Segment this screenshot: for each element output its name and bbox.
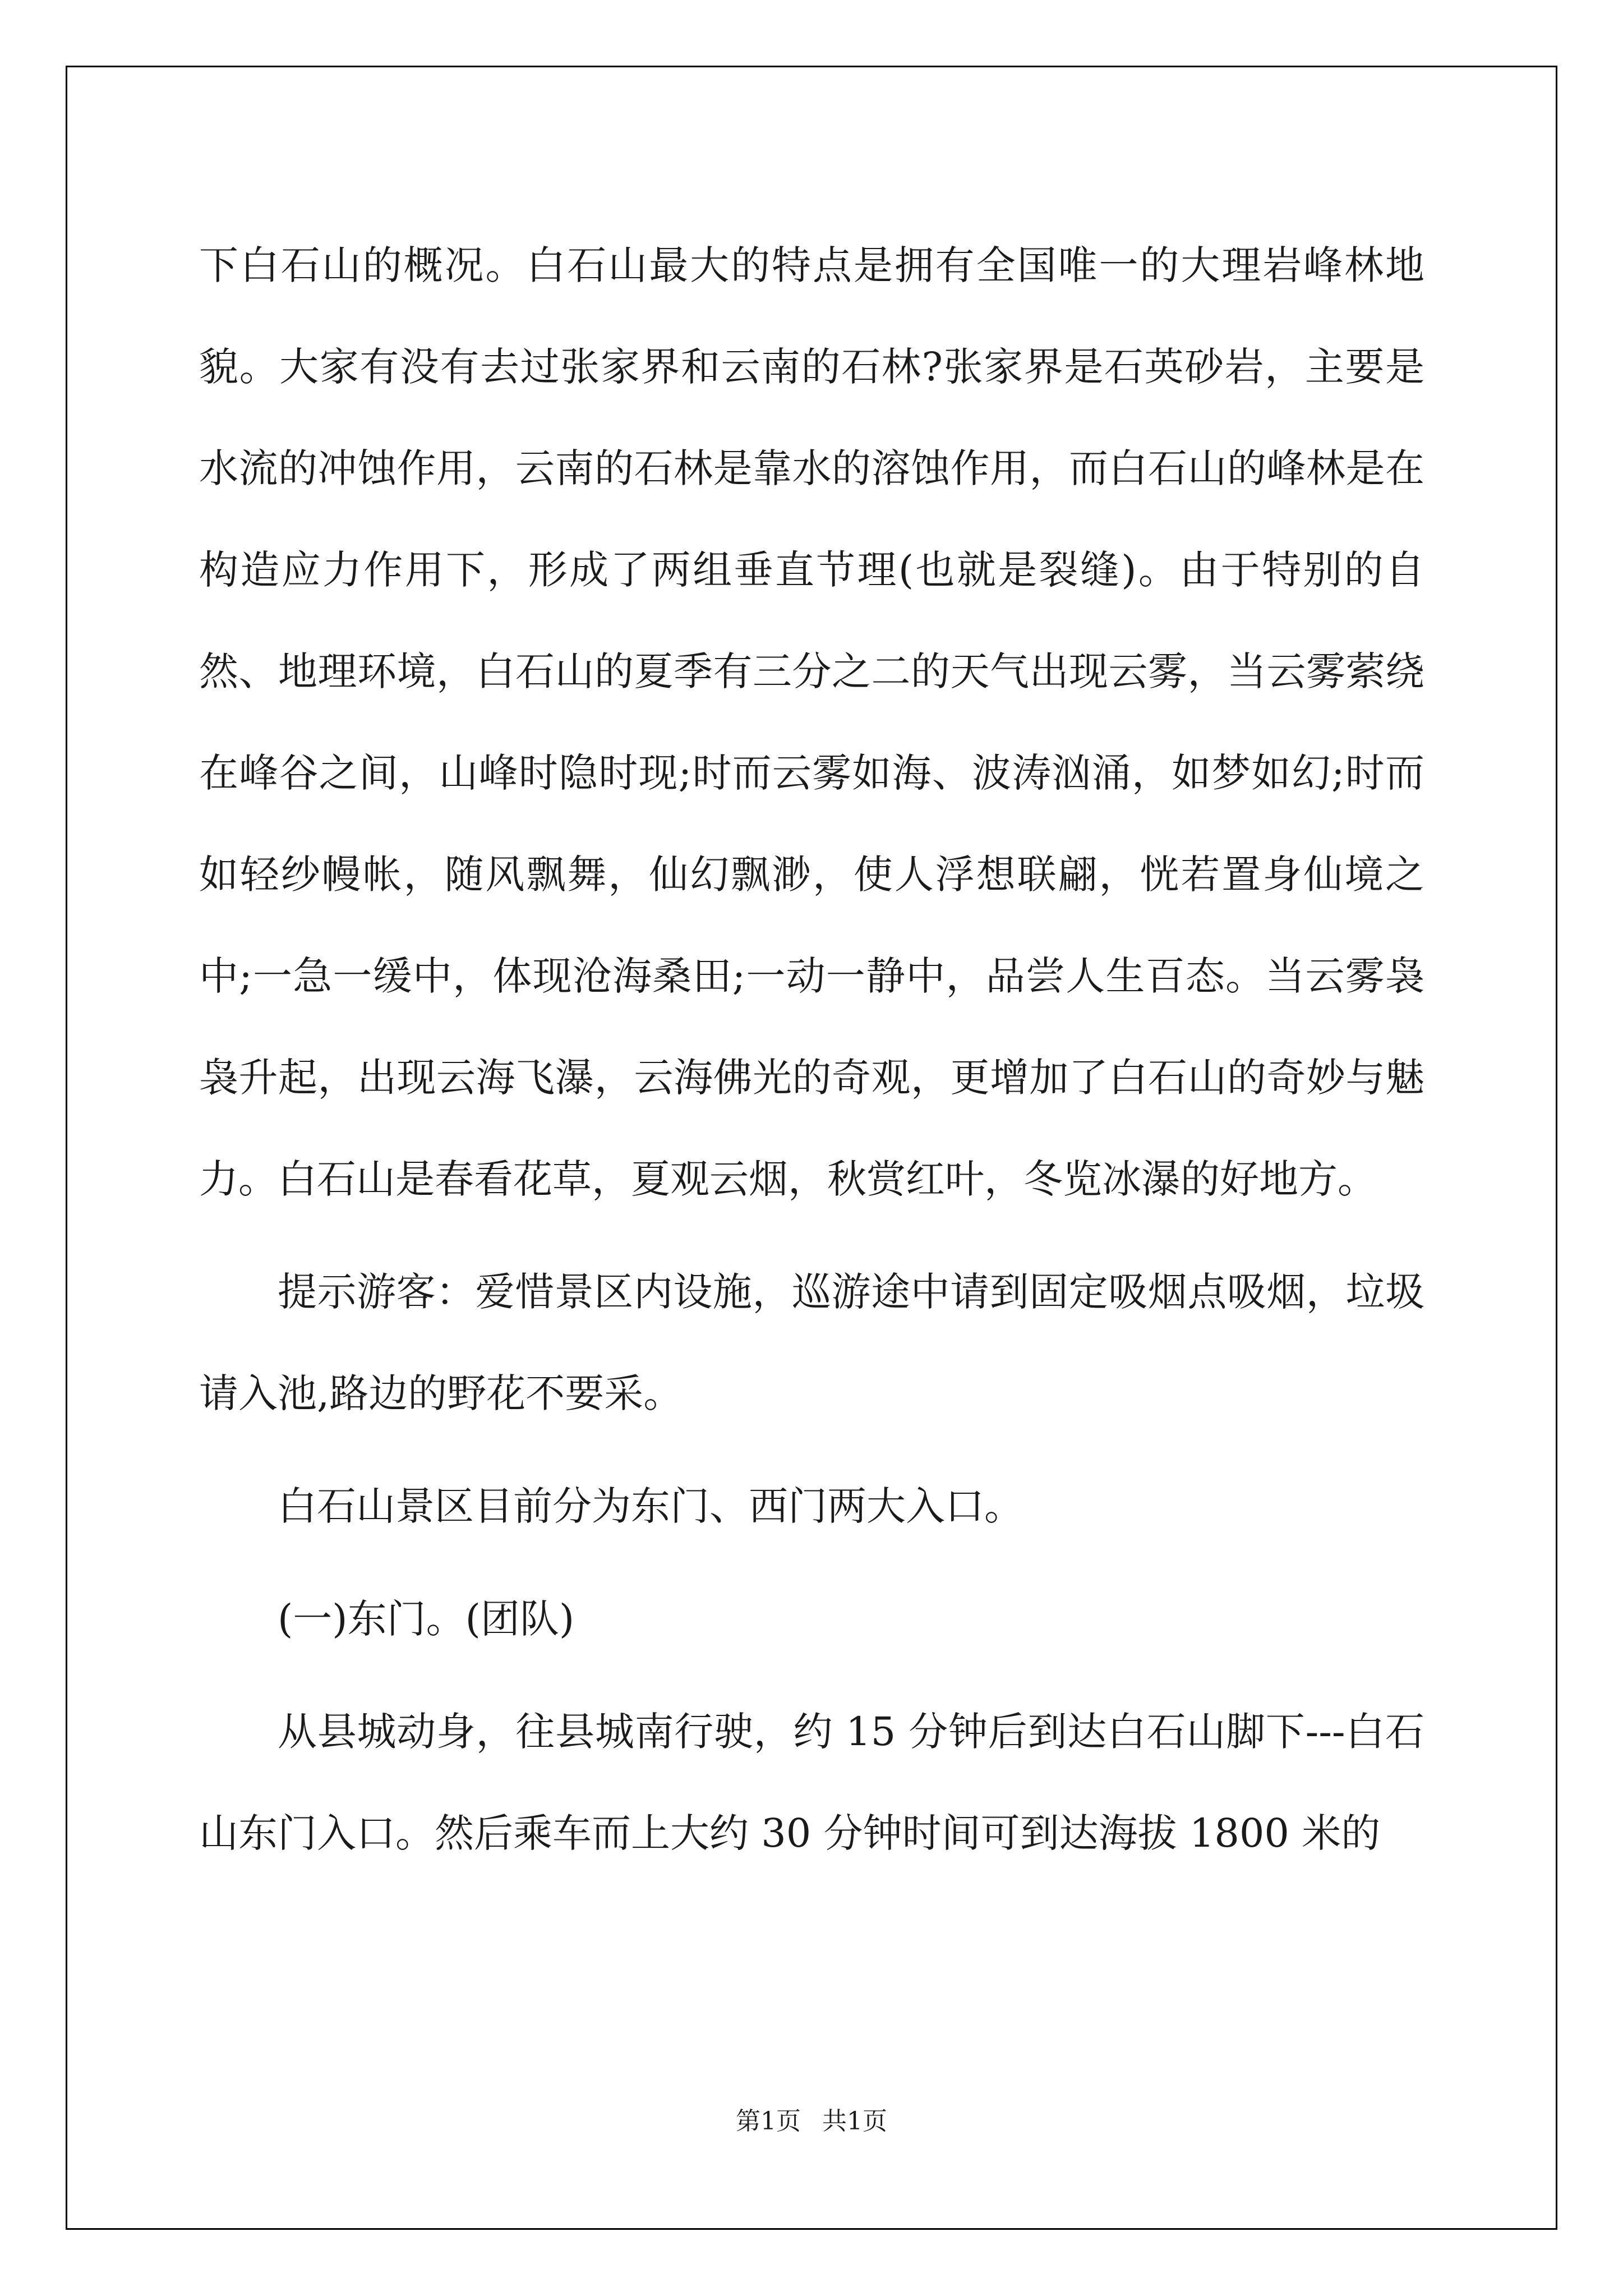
paragraph-east-gate-heading: (一)东门。(团队) (278, 1596, 575, 1642)
page-number: 第1页 (736, 2107, 801, 2136)
page-total: 共1页 (822, 2107, 887, 2136)
paragraph-overview: 下白石山的概况。白石山最大的特点是拥有全国唯一的大理岩峰林地貌。大家有没有去过张家界和云南的石林?张家界是石英砂岩，主要是水流的冲蚀作用，云南的石林是靠水的溶蚀作用，而白石山的峰林是在构造应力作用下，形成了两组垂直节理(也就是裂缝)。由于特别的自然、地理环境，白石山的夏季有三分之二的天气出现云雾，当云雾萦绕在峰谷之间，山峰时隐时现;时而云雾如海、波涛汹涌，如梦如幻;时而如轻纱幔帐，随风飘舞，仙幻飘渺，使人浮想联翩，恍若置身仙境之中;一急一缓中，体现沧海桑田;一动一静中，品尝人生百态。当云雾袅袅升起，出现云海飞瀑，云海佛光的奇观，更增加了白石山的奇妙与魅力。白石山是春看花草，夏观云烟，秋赏红叶，冬览冰瀑的好地方。 (199, 242, 1424, 1202)
document-body (199, 215, 1424, 1895)
paragraph-entrances: 白石山景区目前分为东门、西门两大入口。 (278, 1483, 1023, 1529)
page-footer (0, 2105, 1623, 2138)
paragraph-visitor-tips: 提示游客：爱惜景区内设施，巡游途中请到固定吸烟点吸烟，垃圾请入池,路边的野花不要采。 (199, 1269, 1424, 1416)
paragraph-east-gate-route: 从县城动身，往县城南行驶，约 15 分钟后到达白石山脚下---白石山东门入口。然后乘车而上大约 30 分钟时间可到达海拔 1800 米的 (199, 1709, 1424, 1856)
